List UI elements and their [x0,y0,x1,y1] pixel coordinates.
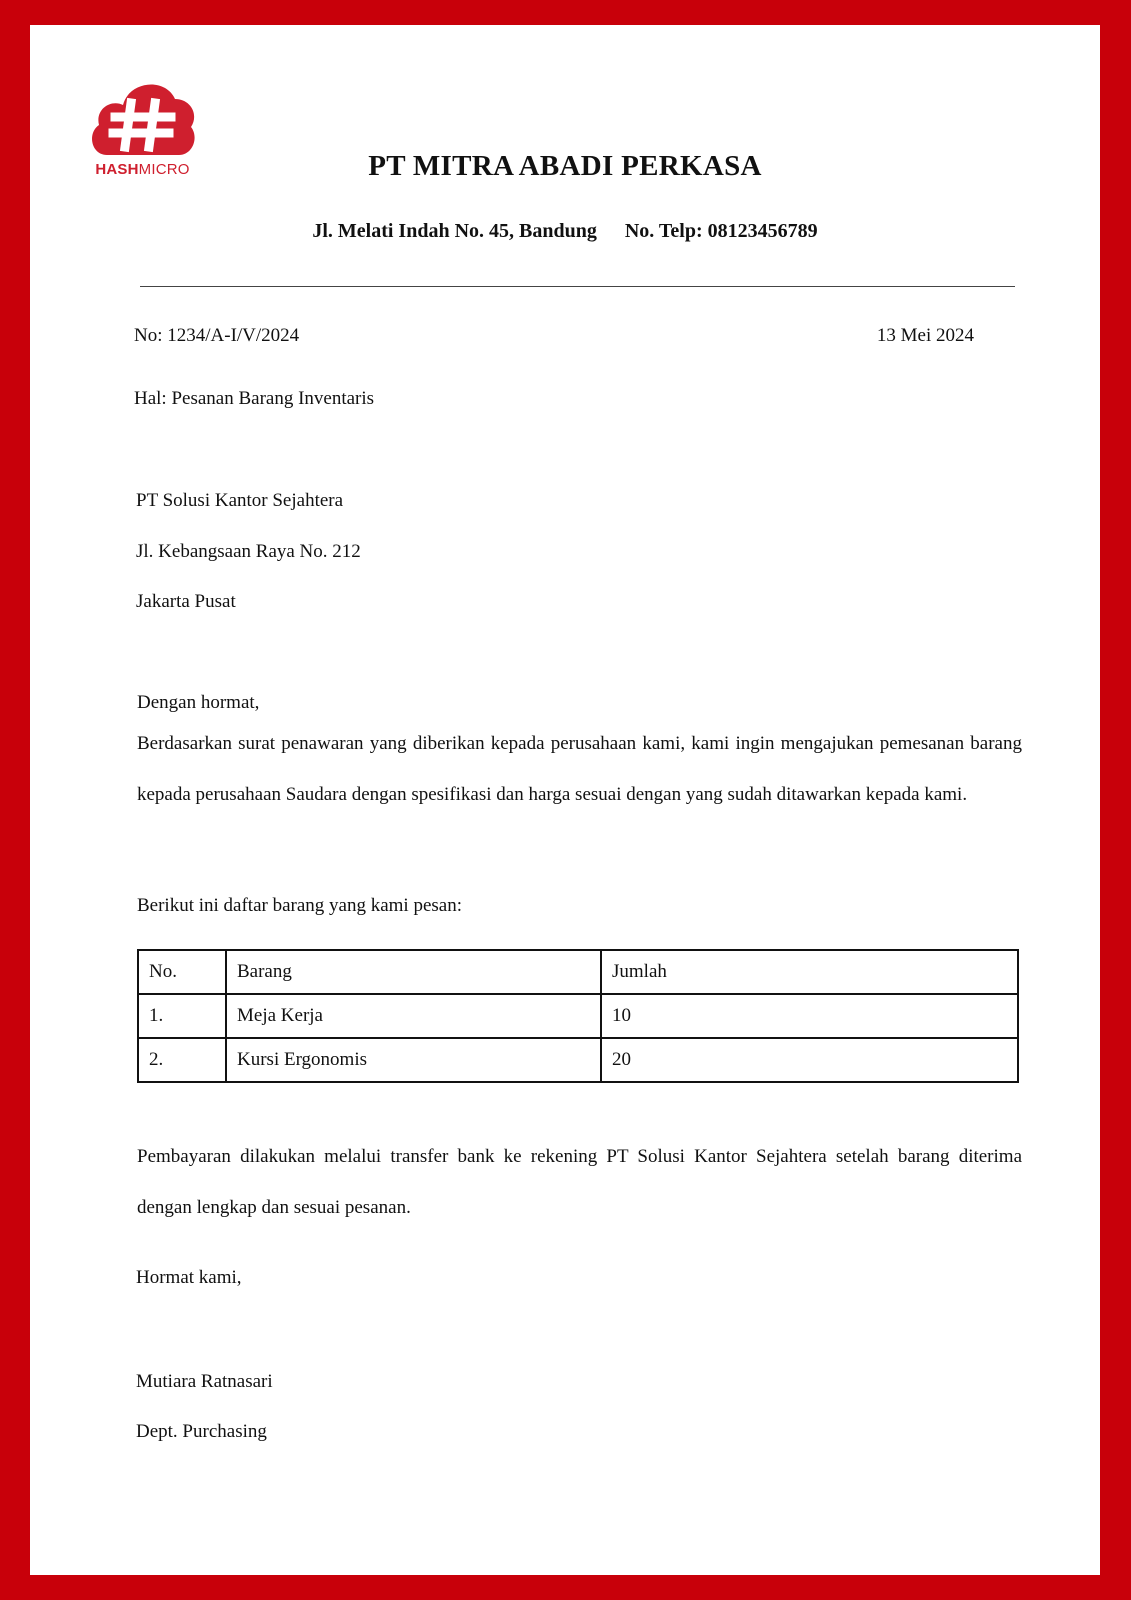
cell-no: 2. [138,1038,226,1082]
table-row [138,1038,1018,1082]
logo-wordmark: HASHMICRO [95,161,190,178]
list-intro: Berikut ini daftar barang yang kami pesan: [137,895,463,916]
signer-department: Dept. Purchasing [136,1421,267,1442]
letter-date: 13 Mei 2024 [876,325,974,346]
recipient-street: Jl. Kebangsaan Raya No. 212 [136,541,361,562]
column-header-quantity: Jumlah [601,950,1018,994]
recipient-city: Jakarta Pusat [136,591,236,612]
company-contact-line [30,220,1100,243]
closing-salutation: Hormat kami, [136,1267,242,1288]
order-items-table [137,949,1019,1083]
greeting: Dengan hormat, [137,692,260,713]
cloud-hash-icon [85,63,200,163]
cell-quantity: 20 [601,1038,1018,1082]
column-header-item: Barang [226,950,601,994]
cell-item: Kursi Ergonomis [226,1038,601,1082]
table-header-row [138,950,1018,994]
column-header-no: No. [138,950,226,994]
company-name: PT MITRA ABADI PERKASA [368,150,762,182]
table-row [138,994,1018,1038]
cell-quantity: 10 [601,994,1018,1038]
recipient-name: PT Solusi Kantor Sejahtera [136,490,344,511]
letter-subject: Hal: Pesanan Barang Inventaris [134,388,375,409]
cell-item: Meja Kerja [226,994,601,1038]
letter-number: No: 1234/A-I/V/2024 [134,325,300,346]
body-paragraph-1: Berdasarkan surat penawaran yang diberikan kepada perusahaan kami, kami ingin mengajukan pemesanan barang kepada perusahaan Saudara dengan spesifikasi dan harga sesuai dengan yang sudah ditawarkan kepada kami. [137,733,1022,805]
company-address: Jl. Melati Indah No. 45, Bandung [312,220,597,242]
company-phone: No. Telp: 08123456789 [624,220,818,242]
letter-page [30,25,1100,1575]
signer-name: Mutiara Ratnasari [136,1371,273,1392]
cell-no: 1. [138,994,226,1038]
letterhead-divider [140,286,1015,287]
body-paragraph-2: Pembayaran dilakukan melalui transfer bank ke rekening PT Solusi Kantor Sejahtera setelah barang diterima dengan lengkap dan sesuai pesanan. [137,1146,1022,1218]
